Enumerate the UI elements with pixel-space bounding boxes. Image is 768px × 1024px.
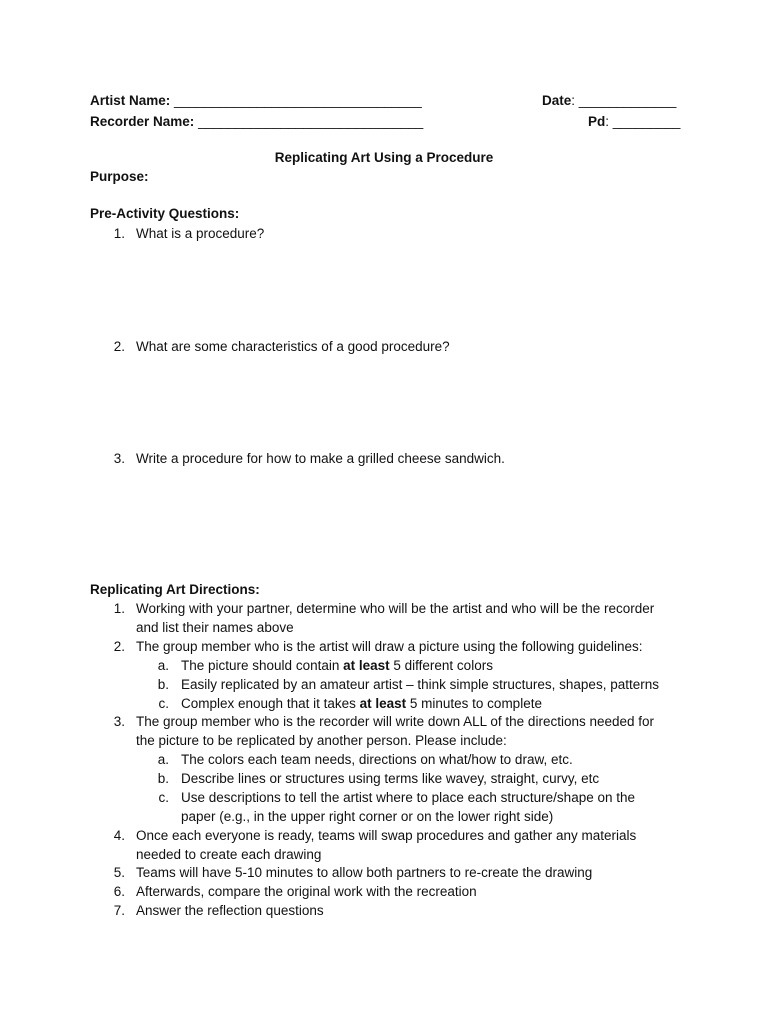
- question-text: What is a procedure?: [136, 226, 265, 241]
- item-text: Working with your partner, determine who will be the artist and who will be the recorder: [136, 601, 655, 616]
- subitem-text-start: Complex enough that it takes: [181, 696, 360, 711]
- subitem-letter: c.: [158, 790, 169, 805]
- period-line: [588, 112, 680, 131]
- date-label: Date: [542, 93, 572, 108]
- question-number: 1.: [113, 226, 125, 241]
- item-number: 6.: [113, 884, 125, 899]
- date-line: [542, 91, 676, 110]
- subitem-letter: b.: [157, 771, 169, 786]
- period-blank: _________: [612, 114, 681, 129]
- subitem-letter: b.: [157, 677, 169, 692]
- subitem-text: [181, 694, 542, 713]
- item-number: 5.: [113, 865, 125, 880]
- purpose-label: Purpose:: [90, 169, 149, 184]
- period-colon: :: [605, 114, 610, 129]
- subitem-letter: c.: [158, 696, 169, 711]
- item-number: 3.: [113, 714, 125, 729]
- artist-name-label: Artist Name:: [90, 93, 171, 108]
- recorder-name-line: [90, 112, 423, 131]
- artist-name-blank: _________________________________: [174, 93, 422, 108]
- question-number: 3.: [113, 451, 125, 466]
- subitem-text: Describe lines or structures using terms like wavey, straight, curvy, etc: [181, 771, 600, 786]
- subitem-letter: a.: [157, 752, 169, 767]
- item-text: Afterwards, compare the original work with the recreation: [136, 884, 477, 899]
- date-colon: :: [571, 93, 576, 108]
- question-text: Write a procedure for how to make a grilled cheese sandwich.: [136, 451, 505, 466]
- subitem-text: Easily replicated by an amateur artist – think simple structures, shapes, patterns: [181, 677, 659, 692]
- item-text-continued: the picture to be replicated by another person. Please include:: [136, 733, 507, 748]
- item-text: The group member who is the artist will draw a picture using the following guidelines:: [136, 639, 643, 654]
- page-title: Replicating Art Using a Procedure: [274, 150, 494, 165]
- item-number: 7.: [113, 903, 125, 918]
- recorder-name-label: Recorder Name:: [90, 114, 195, 129]
- item-text-continued: and list their names above: [136, 620, 294, 635]
- subitem-text-continued: paper (e.g., in the upper right corner or on the lower right side): [181, 809, 554, 824]
- directions-heading: Replicating Art Directions:: [90, 582, 260, 597]
- item-number: 4.: [113, 828, 125, 843]
- artist-name-line: [90, 91, 422, 110]
- subitem-text: Use descriptions to tell the artist where to place each structure/shape on the: [181, 790, 635, 805]
- subitem-text-end: 5 minutes to complete: [406, 696, 542, 711]
- question-number: 2.: [113, 339, 125, 354]
- item-number: 2.: [113, 639, 125, 654]
- item-text: Answer the reflection questions: [136, 903, 324, 918]
- item-text: Once each everyone is ready, teams will swap procedures and gather any materials: [136, 828, 637, 843]
- item-text-continued: needed to create each drawing: [136, 847, 322, 862]
- item-text: The group member who is the recorder will write down ALL of the directions needed for: [136, 714, 655, 729]
- item-number: 1.: [113, 601, 125, 616]
- item-text: Teams will have 5-10 minutes to allow both partners to re-create the drawing: [136, 865, 593, 880]
- date-blank: _____________: [578, 93, 677, 108]
- question-text: What are some characteristics of a good procedure?: [136, 339, 450, 354]
- subitem-text-start: The picture should contain: [181, 658, 344, 673]
- emphasis-text: at least: [343, 658, 390, 673]
- subitem-letter: a.: [157, 658, 169, 673]
- subitem-text: The colors each team needs, directions on what/how to draw, etc.: [181, 752, 573, 767]
- subitem-text-end: 5 different colors: [389, 658, 493, 673]
- recorder-name-blank: ______________________________: [198, 114, 424, 129]
- emphasis-text: at least: [359, 696, 407, 711]
- pre-activity-heading: Pre-Activity Questions:: [90, 206, 240, 221]
- subitem-text: [181, 656, 493, 675]
- period-label: Pd: [588, 114, 606, 129]
